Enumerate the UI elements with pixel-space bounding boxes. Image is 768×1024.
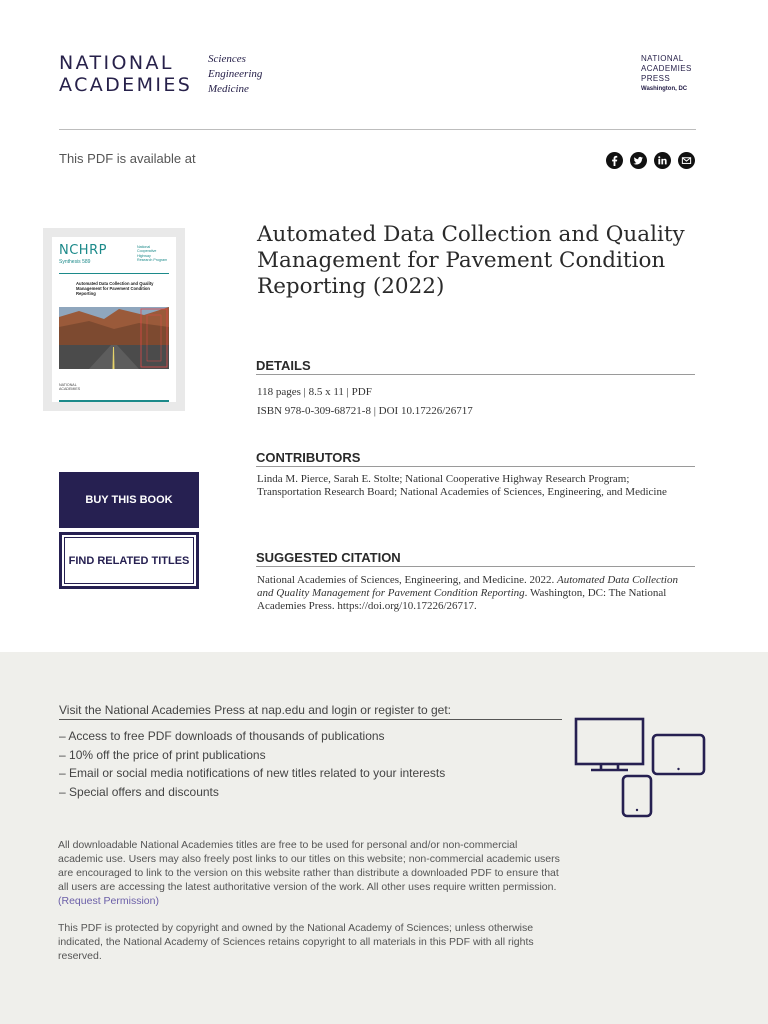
contributors-text: Linda M. Pierce, Sarah E. Stolte; National Cooperative Highway Research Program; Transportation Research Board; National Academies of Sciences, Engineering, and Medicine <box>257 473 667 498</box>
cover-program-line-3: Highway <box>137 253 151 258</box>
citation-text <box>257 574 687 613</box>
buy-this-book-button[interactable]: BUY THIS BOOK <box>59 472 199 528</box>
national-academies-logo <box>59 52 192 96</box>
contributors-heading: CONTRIBUTORS <box>256 450 361 465</box>
cover-page <box>52 237 176 402</box>
copyright-notice: This PDF is protected by copyright and owned by the National Academy of Sciences; unless otherwise indicated, the National Academy of Sciences retains copyright to all materials in this PDF with all rights reserved. <box>58 922 534 962</box>
cover-publisher-line-1: NATIONAL <box>59 383 77 387</box>
request-permission-link[interactable]: (Request Permission) <box>58 895 159 907</box>
cover-publisher <box>59 383 80 391</box>
citation-divider <box>256 566 695 567</box>
cover-publisher-line-2: ACADEMIES <box>59 387 81 392</box>
header-divider <box>59 129 696 130</box>
list-item: – Access to free PDF downloads of thousands of publications <box>59 727 445 746</box>
twitter-icon[interactable] <box>630 152 647 169</box>
nap-line-3: PRESS <box>641 74 671 83</box>
details-pages: 118 pages | 8.5 x 11 | PDF <box>257 386 372 398</box>
logo-subtitle <box>208 52 262 97</box>
available-text: This PDF is available at <box>59 151 196 166</box>
linkedin-icon[interactable] <box>654 152 671 169</box>
social-share-bar <box>606 152 695 169</box>
list-item: – 10% off the price of print publications <box>59 746 445 765</box>
citation-heading: SUGGESTED CITATION <box>256 550 401 565</box>
usage-notice-text: All downloadable National Academies titles are free to be used for personal and/or non-commercial academic use. Users may also freely post links to our titles on this website; non-commercial academic users are encouraged to link to the version on this website rather than distribute a downloaded PDF to ensure that all users are accessing the latest authoritative version of the work. All other uses require written permission. <box>58 839 560 893</box>
cover-program-line-2: Cooperative <box>137 249 157 254</box>
cover-rule <box>59 273 169 274</box>
logo-sub-medicine: Medicine <box>208 83 249 95</box>
details-divider <box>256 374 695 375</box>
cover-synthesis: Synthesis 589 <box>59 259 91 265</box>
cover-title: Automated Data Collection and Quality Management for Pavement Condition Reporting <box>76 281 154 296</box>
nap-location: Washington, DC <box>641 86 688 92</box>
promo-divider <box>59 719 562 720</box>
find-related-titles-button[interactable]: FIND RELATED TITLES <box>59 532 199 589</box>
citation-title: Automated Data Collection and Quality Management for Pavement Condition Reporting <box>257 574 678 599</box>
cover-series: NCHRP <box>59 243 107 258</box>
contributors-divider <box>256 466 695 467</box>
cover-bottom-rule <box>59 400 169 402</box>
cover-road-photo <box>59 307 169 369</box>
devices-icon <box>573 716 708 820</box>
citation-suffix: . Washington, DC: The National Academies Press. https://doi.org/10.17226/26717. <box>257 587 667 612</box>
details-block <box>257 383 687 421</box>
details-heading: DETAILS <box>256 358 311 373</box>
list-item: – Special offers and discounts <box>59 783 445 802</box>
nap-line-1: NATIONAL <box>641 54 684 63</box>
nap-logo <box>641 54 692 94</box>
book-title: Automated Data Collection and Quality Management for Pavement Condition Reporting (2022) <box>257 222 685 299</box>
logo-line-1: NATIONAL <box>59 52 174 74</box>
list-item: – Email or social media notifications of new titles related to your interests <box>59 764 445 783</box>
logo-sub-sciences: Sciences <box>208 53 246 65</box>
logo-sub-engineering: Engineering <box>208 68 263 80</box>
details-isbn: ISBN 978-0-309-68721-8 | DOI 10.17226/26717 <box>257 405 473 417</box>
cover-program-line-1: National <box>137 245 151 249</box>
benefits-list <box>59 727 445 801</box>
nap-line-2: ACADEMIES <box>641 64 692 73</box>
facebook-icon[interactable] <box>606 152 623 169</box>
usage-notice <box>58 838 564 908</box>
book-cover[interactable] <box>43 228 185 411</box>
logo-line-2: ACADEMIES <box>59 74 193 96</box>
visit-nap-text: Visit the National Academies Press at nap.edu and login or register to get: <box>59 703 452 717</box>
email-icon[interactable] <box>678 152 695 169</box>
citation-prefix: National Academies of Sciences, Engineering, and Medicine. 2022. <box>257 574 557 586</box>
cover-program-line-4: Research Program <box>137 258 168 263</box>
cover-program <box>137 245 167 263</box>
